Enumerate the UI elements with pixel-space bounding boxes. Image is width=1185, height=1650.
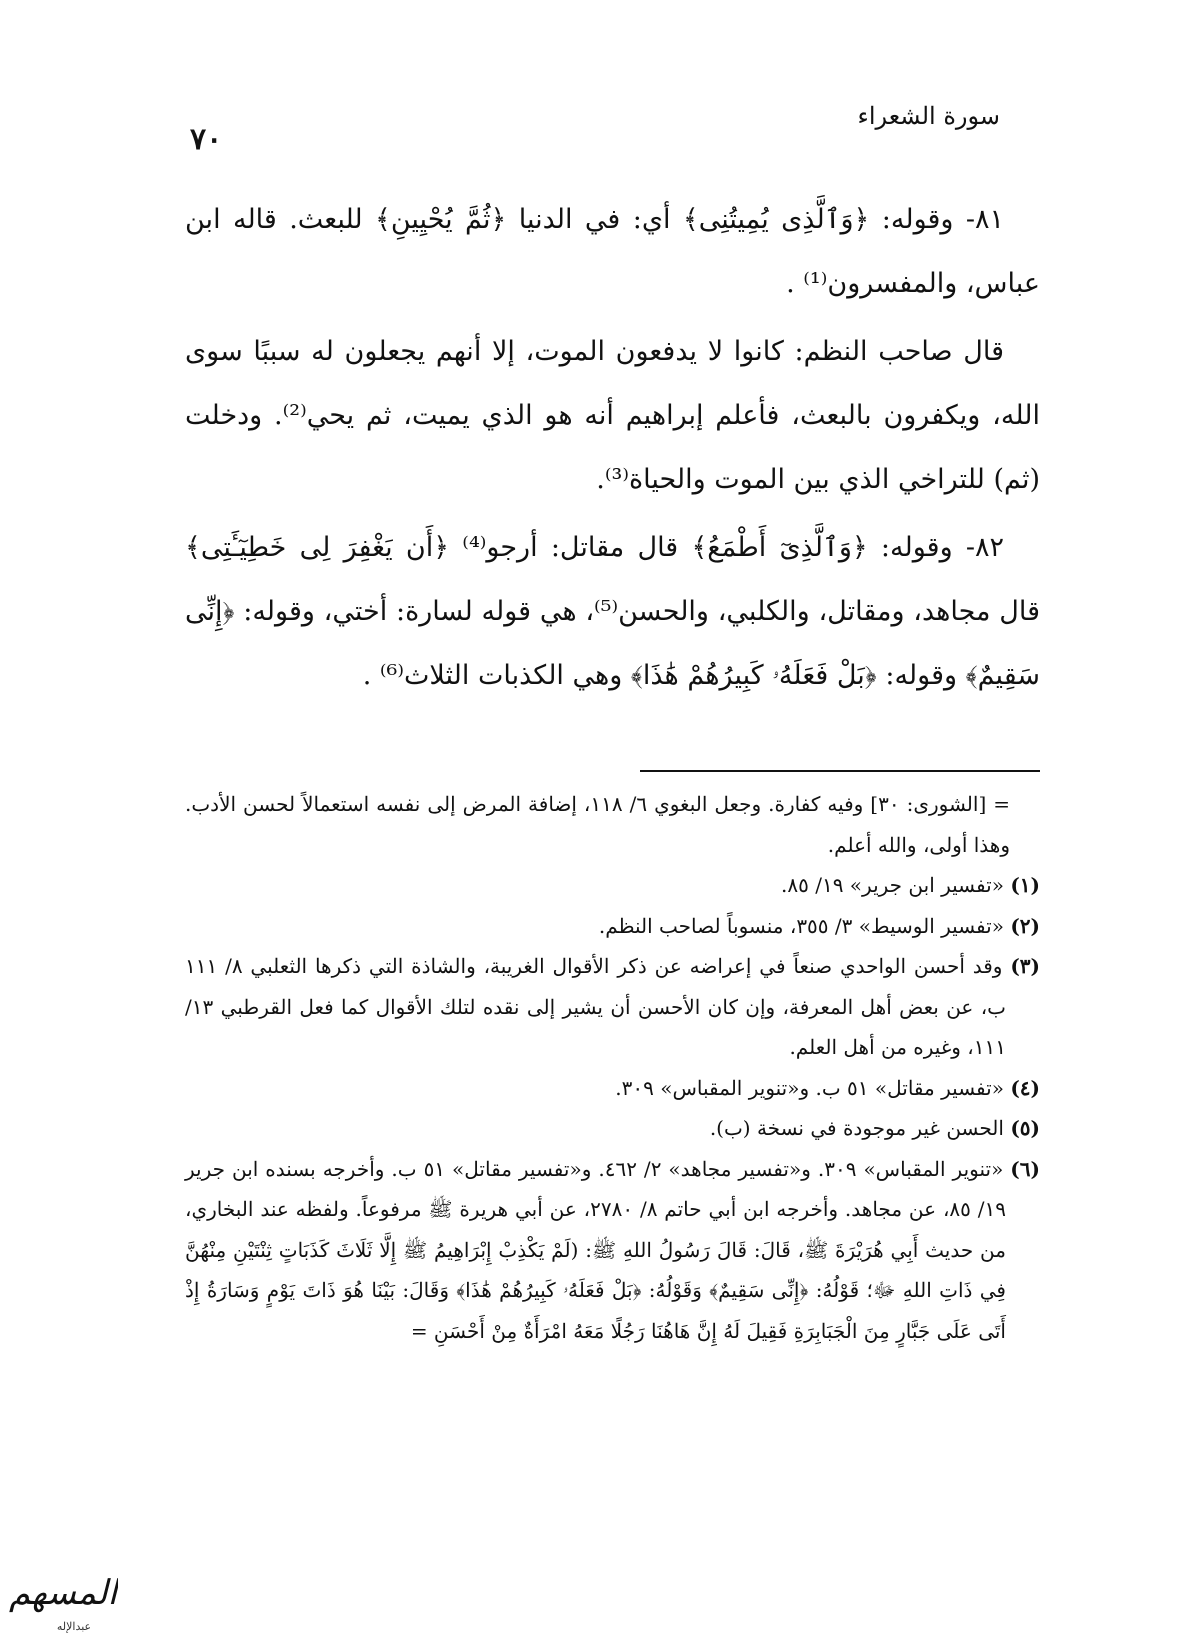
footnote-number: (٥) [1010, 1116, 1040, 1140]
publisher-logo-wordmark: المسهم [8, 1573, 118, 1613]
footnote-item [185, 906, 1040, 947]
footnote-number: (٤) [1010, 1075, 1040, 1100]
page-number: ٧٠ [190, 122, 223, 157]
footnote-text: «تفسير ابن جرير» ١٩/ ٨٥. [781, 873, 1004, 897]
paragraph-nazm: قال صاحب النظم: كانوا لا يدفعون الموت، إلا أنهم يجعلون له سببًا سوى الله، ويكفرون بالبعث، فأعلم إبراهيم أنه هو الذي يميت، ثم يحي⁽²⁾. ودخلت (ثم) للتراخي الذي بين الموت والحياة⁽³⁾. [185, 336, 1040, 495]
footnote-text: «تفسير الوسيط» ٣/ ٣٥٥، منسوباً لصاحب النظم. [598, 913, 1004, 938]
footnote-item [185, 1149, 1040, 1352]
publisher-logo-subtext: عبدالإله [56, 1620, 92, 1633]
footnote-text: «تفسير مقاتل» ٥١ ب. و«تنوير المقباس» ٣٠٩. [615, 1075, 1004, 1100]
footnote-number: (١) [1010, 873, 1040, 897]
footnote-text: الحسن غير موجودة في نسخة (ب). [709, 1116, 1004, 1140]
page-header [190, 100, 1000, 160]
footnote-divider [640, 770, 1040, 772]
footnote-number: (٦) [1010, 1156, 1040, 1181]
main-text [185, 188, 1040, 712]
footnotes [185, 784, 1040, 1351]
footnote-number: (٢) [1010, 913, 1040, 938]
paragraph-verse-81: ٨١- وقوله: ﴿وَٱلَّذِى يُمِيتُنِى﴾ أي: في الدنيا ﴿ثُمَّ يُحْيِينِ﴾ للبعث. قاله ابن عباس، والمفسرون⁽¹⁾ . [185, 204, 1040, 299]
surah-title: سورة الشعراء [857, 102, 1000, 130]
publisher-logo [8, 1562, 118, 1640]
footnote-number: (٣) [1010, 954, 1040, 978]
footnote-text: وقد أحسن الواحدي صنعاً في إعراضه عن ذكر الأقوال الغريبة، والشاذة التي ذكرها الثعلبي ٨/ ١١١ ب، عن بعض أهل المعرفة، وإن كان الأحسن أن يشير إلى نقده لتلك الأقوال كما فعل القرطبي ١٣/ ١١١، وغيره من أهل العلم. [185, 954, 1006, 1059]
footnote-item [185, 1068, 1040, 1109]
footnote-item [185, 946, 1040, 1068]
footnote-item [185, 1108, 1040, 1149]
footnote-continuation: = [الشورى: ٣٠] وفيه كفارة. وجعل البغوي ٦/ ١١٨، إضافة المرض إلى نفسه استعمالاً لحسن الأدب. وهذا أولى، والله أعلم. [185, 792, 1010, 857]
footnote-text: «تنوير المقباس» ٣٠٩. و«تفسير مجاهد» ٢/ ٤٦٢. و«تفسير مقاتل» ٥١ ب. وأخرجه بسنده ابن جرير ١٩/ ٨٥، عن مجاهد. وأخرجه ابن أبي حاتم ٨/ ٢٧٨٠، عن أبي هريرة ﷺ مرفوعاً. ولفظه عند البخاري، من حديث أَبِي هُرَيْرَةَ ﷺ، قَالَ: قَالَ رَسُولُ اللهِ ﷺ: (لَمْ يَكْذِبْ إِبْرَاهِيمُ ﷺ إِلَّا ثَلَاثَ كَذَبَاتٍ ثِنْتَيْنِ مِنْهُنَّ فِي ذَاتِ اللهِ ﷻ؛ قَوْلُهُ: ﴿إِنِّى سَقِيمٌ﴾ وَقَوْلُهُ: ﴿بَلْ فَعَلَهُۥ كَبِيرُهُمْ هَٰذَا﴾ وَقَالَ: بَيْنَا هُوَ ذَاتَ يَوْمٍ وَسَارَةُ إِذْ أَتَى عَلَى جَبَّارٍ مِنَ الْجَبَابِرَةِ فَقِيلَ لَهُ إِنَّ هَاهُنَا رَجُلًا مَعَهُ امْرَأَةٌ مِنْ أَحْسَنِ = [185, 1156, 1006, 1343]
paragraph-verse-82: ٨٢- وقوله: ﴿وَٱلَّذِىٓ أَطْمَعُ﴾ قال مقاتل: أرجو⁽⁴⁾ ﴿أَن يَغْفِرَ لِى خَطِيٓـَٔتِى﴾ قال مجاهد، ومقاتل، والكلبي، والحسن⁽⁵⁾، هي قوله لسارة: أختي، وقوله: ﴿إِنِّى سَقِيمٌ﴾ وقوله: ﴿بَلْ فَعَلَهُۥ كَبِيرُهُمْ هَٰذَا﴾ وهي الكذبات الثلاث⁽⁶⁾ . [185, 532, 1040, 691]
footnote-item [185, 865, 1040, 906]
